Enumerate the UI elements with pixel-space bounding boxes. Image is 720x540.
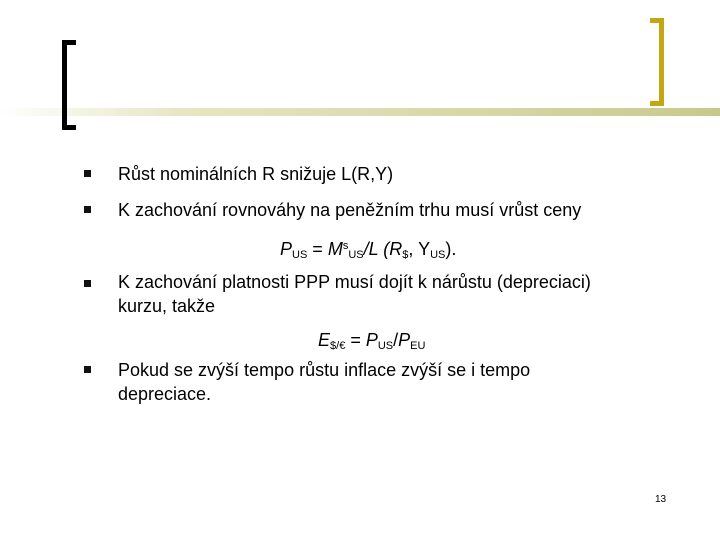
formula-subscript: US <box>377 340 394 352</box>
formula-subscript: EU <box>410 340 426 352</box>
formula-subscript: US <box>430 249 446 261</box>
formula-term: P <box>365 330 378 350</box>
left-bracket <box>62 40 76 130</box>
formula-term: P <box>280 239 293 259</box>
formula-subscript: US <box>292 249 308 261</box>
bullet-text-3-line2: kurzu, takže <box>118 296 216 316</box>
formula-money-demand <box>280 234 456 267</box>
bullet-marker <box>84 206 91 213</box>
formula-exchange-rate <box>318 328 425 358</box>
formula-term: R <box>389 239 403 259</box>
bullet-text-2: K zachování rovnováhy na peněžním trhu musí vrůst ceny <box>118 200 582 220</box>
formula-subscript: $/€ <box>330 340 346 352</box>
formula-term: , Y <box>408 239 431 259</box>
formula-term: M <box>327 239 343 259</box>
formula-superscript: s <box>342 240 349 252</box>
bullet-text-4-line2: depreciace. <box>118 384 212 404</box>
bullet-text-4-line1: Pokud se zvýší tempo růstu inflace zvýší se i tempo <box>118 360 531 380</box>
bullet-marker <box>84 280 91 287</box>
bullet-text-1: Růst nominálních R snižuje L(R,Y) <box>118 164 394 184</box>
formula-term: P <box>398 330 411 350</box>
slide-number: 13 <box>655 494 667 505</box>
right-bracket <box>650 18 664 106</box>
formula-operator: / <box>393 330 399 350</box>
bullet-marker <box>84 170 91 177</box>
formula-operator: = <box>345 330 366 350</box>
bullet-text-3-line1: K zachování platnosti PPP musí dojít k nárůstu (depreciaci) <box>118 272 591 292</box>
formula-term: E <box>318 330 331 350</box>
formula-subscript: US <box>348 249 364 261</box>
bullet-marker <box>84 366 91 373</box>
formula-term: /L ( <box>363 239 390 259</box>
formula-subscript: $ <box>402 249 409 261</box>
decorative-line <box>0 108 720 116</box>
formula-operator: = <box>307 239 328 259</box>
formula-term: ). <box>445 239 457 259</box>
